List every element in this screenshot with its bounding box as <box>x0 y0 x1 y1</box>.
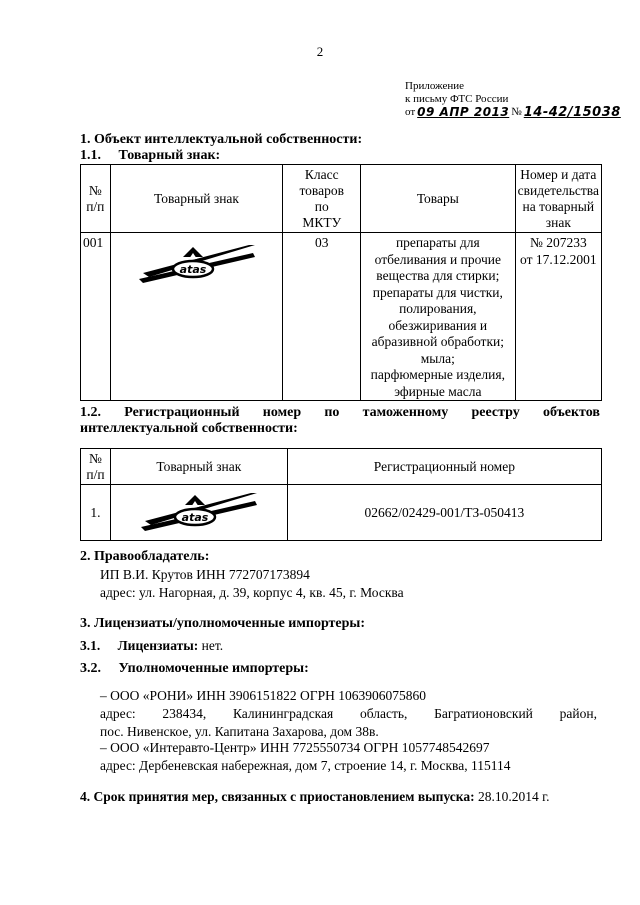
atas-logo-text: atas <box>179 263 206 276</box>
row-goods: препараты для отбеливания и прочие вещества для стирки; препараты для чистки, полирования, обезжиривания и абразивной обработки; мыла; парфюмерные изделия, эфирные масла <box>361 233 516 401</box>
letter-number: 14-42/15038 <box>523 105 621 120</box>
section1-1-title: Товарный знак: <box>118 148 221 163</box>
th-mark: Товарный знак <box>110 449 287 485</box>
section4-title: 4. Срок принятия мер, связанных с приостановлением выпуска: <box>80 789 475 804</box>
title-word: таможенному <box>362 405 449 420</box>
section1-2-num: 1.2. <box>80 405 101 420</box>
appendix-date-line <box>405 106 623 119</box>
atas-logo <box>137 243 257 287</box>
section3-1-label: Лицензиаты: <box>117 638 199 653</box>
row-cert: № 207233 от 17.12.2001 <box>515 233 601 401</box>
owner-line: ИП В.И. Крутов ИНН 772707173894 <box>100 567 310 582</box>
address-word: область, <box>359 706 408 721</box>
importer-2: – ООО «Интеравто-Центр» ИНН 7725550734 ОГРН 1057748542697 <box>100 740 490 755</box>
section3-2-label: Уполномоченные импортеры: <box>118 661 309 676</box>
address-word: адрес: <box>100 706 136 721</box>
registration-table <box>80 448 602 541</box>
row-num: 1. <box>81 485 111 541</box>
section1-2-title-line2: интеллектуальной собственности: <box>80 421 298 436</box>
registration-table-header <box>81 449 602 485</box>
page-number: 2 <box>316 44 324 59</box>
number-sign: № <box>511 106 522 118</box>
table-row <box>81 233 602 401</box>
address-word: 238434, <box>162 706 207 721</box>
appendix-block <box>405 80 623 119</box>
th-num: № п/п <box>81 165 111 233</box>
section4-date: 28.10.2014 г. <box>474 789 550 804</box>
title-word: объектов <box>542 405 600 420</box>
section3-1-value: нет. <box>198 638 224 653</box>
th-goods: Товары <box>361 165 516 233</box>
section3-title: 3. Лицензиаты/уполномоченные импортеры: <box>80 616 366 631</box>
section3-2-num: 3.2. <box>80 661 101 676</box>
trademark-table <box>80 164 602 401</box>
atas-logo <box>139 491 259 535</box>
section2-title: 2. Правообладатель: <box>80 549 210 564</box>
th-mark: Товарный знак <box>110 165 283 233</box>
appendix-line2: к письму ФТС России <box>405 93 509 105</box>
address-word: Багратионовский <box>434 706 533 721</box>
date-prefix: от <box>405 106 416 118</box>
section1-1-num: 1.1. <box>80 148 101 163</box>
th-num: № п/п <box>81 449 111 485</box>
address-word: район, <box>559 706 597 721</box>
section3-2 <box>80 661 309 677</box>
table-row <box>81 485 602 541</box>
owner-address: адрес: ул. Нагорная, д. 39, корпус 4, кв. 45, г. Москва <box>100 585 404 600</box>
trademark-logo-cell <box>110 485 287 541</box>
address-word: Калининградская <box>232 706 334 721</box>
th-reg: Регистрационный номер <box>287 449 601 485</box>
th-class: Класс товаров по МКТУ <box>283 165 361 233</box>
section1-1-heading <box>80 148 220 164</box>
title-word: номер <box>262 405 302 420</box>
title-word: по <box>324 405 340 420</box>
trademark-logo-cell <box>110 233 283 401</box>
trademark-table-header <box>81 165 602 233</box>
atas-logo-text: atas <box>181 510 209 524</box>
appendix-line1: Приложение <box>405 80 465 92</box>
date-stamp: 09 АПР 2013 <box>417 105 510 119</box>
title-word: реестру <box>471 405 520 420</box>
row-class: 03 <box>283 233 361 401</box>
section3-1 <box>80 638 223 654</box>
section1-title: 1. Объект интеллектуальной собственности: <box>80 132 363 147</box>
section3-1-num: 3.1. <box>80 638 101 653</box>
importer-1-address-line1 <box>100 706 597 722</box>
title-word: Регистрационный <box>124 405 240 420</box>
importer-1-address-line2: пос. Нивенское, ул. Капитана Захарова, дом 38в. <box>100 724 379 739</box>
section4 <box>80 789 550 805</box>
section1-2-title-line1 <box>80 405 600 421</box>
th-cert: Номер и дата свидетельства на товарный знак <box>515 165 601 233</box>
row-reg: 02662/02429-001/ТЗ-050413 <box>287 485 601 541</box>
importer-1: – ООО «РОНИ» ИНН 3906151822 ОГРН 1063906075860 <box>100 688 426 703</box>
row-num: 001 <box>81 233 111 401</box>
importer-2-address: адрес: Дербеневская набережная, дом 7, строение 14, г. Москва, 115114 <box>100 758 511 773</box>
